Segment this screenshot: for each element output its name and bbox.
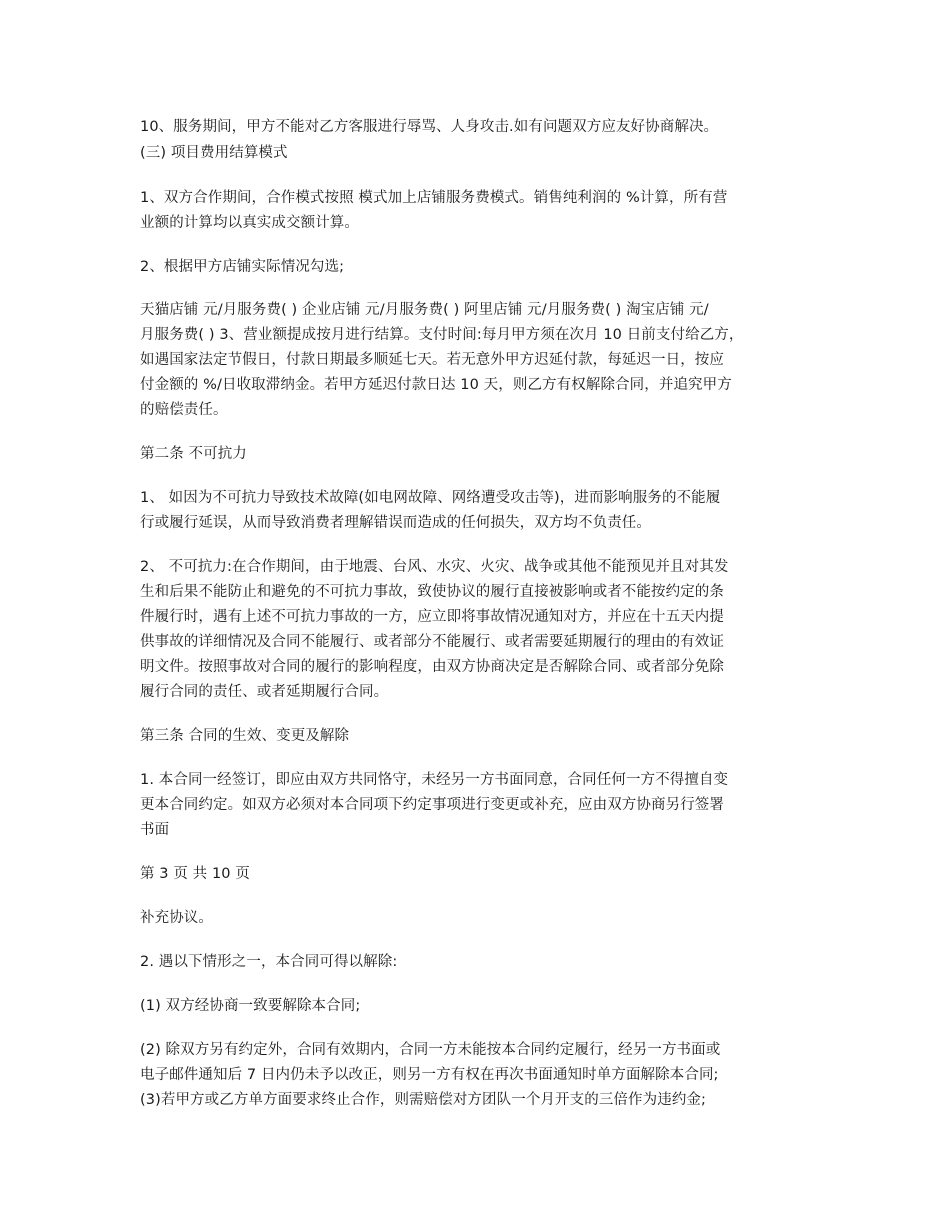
section-heading: (三) 项目费用结算模式 (140, 145, 288, 161)
article-heading: 第三条 合同的生效、变更及解除 (140, 728, 350, 744)
text-line: 付金额的 %/日收取滞纳金。若甲方延迟付款日达 10 天，则乙方有权解除合同，并追究甲方 (140, 377, 732, 393)
text-line: 2、 不可抗力:在合作期间，由于地震、台风、水灾、火灾、战争或其他不能预见并且对其发 (140, 559, 729, 575)
text-line: 供事故的详细情况及合同不能履行、或者部分不能履行、或者需要延期履行的理由的有效证 (140, 634, 724, 650)
text-line: 2. 遇以下情形之一，本合同可得以解除: (140, 954, 398, 970)
page-number: 第 3 页 共 10 页 (140, 866, 250, 882)
article-heading: 第二条 不可抗力 (140, 446, 247, 462)
text-line: 履行合同的责任、或者延期履行合同。 (140, 684, 389, 700)
text-line: 1、双方合作期间，合作模式按照 模式加上店铺服务费模式。销售纯利润的 %计算，所有营 (140, 190, 728, 206)
text-line: 明文件。按照事故对合同的履行的影响程度，由双方协商决定是否解除合同、或者部分免除 (140, 659, 724, 675)
text-line: 的赔偿责任。 (140, 402, 228, 418)
text-line: 生和后果不能防止和避免的不可抗力事故，致使协议的履行直接被影响或者不能按约定的条 (140, 584, 724, 600)
text-line: 1、 如因为不可抗力导致技术故障(如电网故障、网络遭受攻击等)，进而影响服务的不能履 (140, 490, 721, 506)
text-line: 书面 (140, 822, 170, 838)
text-line: 电子邮件通知后 7 日内仍未予以改正，则另一方有权在再次书面通知时单方面解除本合同; (140, 1067, 719, 1083)
text-line: 更本合同约定。如双方必须对本合同项下约定事项进行变更或补充，应由双方协商另行签署 (140, 797, 724, 813)
text-line: 10、服务期间，甲方不能对乙方客服进行辱骂、人身攻击.如有问题双方应友好协商解决。 (140, 119, 719, 135)
text-line: (3)若甲方或乙方单方面要求终止合作，则需赔偿对方团队一个月开支的三倍作为违约金; (140, 1092, 707, 1108)
text-line: 补充协议。 (140, 910, 213, 926)
text-line: 如遇国家法定节假日，付款日期最多顺延七天。若无意外甲方迟延付款，每延迟一日，按应 (140, 352, 724, 368)
text-line: 件履行时，遇有上述不可抗力事故的一方，应立即将事故情况通知对方，并应在十五天内提 (140, 609, 724, 625)
text-line: 业额的计算均以真实成交额计算。 (140, 215, 359, 231)
text-line: 2、根据甲方店铺实际情况勾选; (140, 259, 345, 275)
text-line: 天猫店铺 元/月服务费( ) 企业店铺 元/月服务费( ) 阿里店铺 元/月服务费( ) 淘宝店铺 元/ (140, 302, 709, 318)
text-line: (2) 除双方另有约定外，合同有效期内，合同一方未能按本合同约定履行，经另一方书面或 (140, 1042, 721, 1058)
text-line: 1. 本合同一经签订，即应由双方共同恪守，未经另一方书面同意，合同任何一方不得擅自变 (140, 772, 729, 788)
text-line: 月服务费( ) 3、营业额提成按月进行结算。支付时间:每月甲方须在次月 10 日前支付给乙方， (140, 327, 744, 343)
text-line: 行或履行延误，从而导致消费者理解错误而造成的任何损失，双方均不负责任。 (140, 515, 651, 531)
text-line: (1) 双方经协商一致要解除本合同; (140, 998, 361, 1014)
